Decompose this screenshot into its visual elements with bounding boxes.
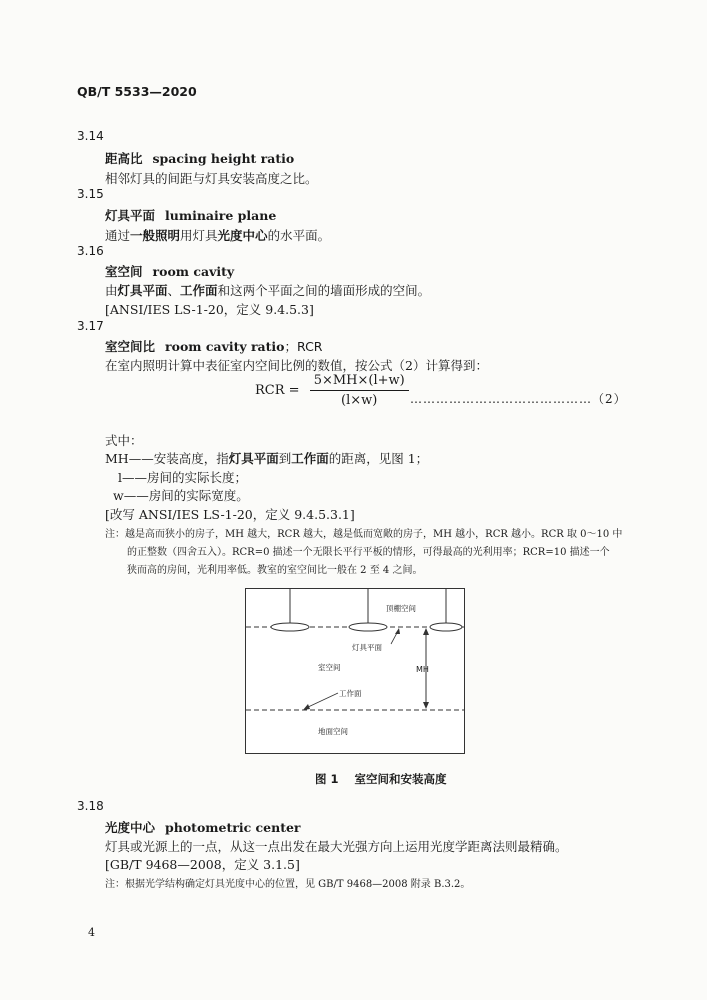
formula-fraction [310,373,409,408]
term-3-18 [105,818,301,836]
term-3-16 [105,262,234,280]
text-bold: 工作面 [180,283,218,298]
clause-number-3-17: 3.17 [77,319,104,333]
text-bold: 灯具平面 [228,451,279,466]
label-mh: MH [416,665,429,674]
text: 、 [167,283,181,298]
term-en: photometric center [165,820,301,835]
clause-number-3-15: 3.15 [77,187,104,201]
formula-number: ……………………………………（2） [410,392,627,406]
variable-w: w——房间的实际宽度。 [113,488,249,503]
term-zh: 距高比 [105,151,143,166]
text-bold: 工作面 [291,451,329,466]
term-en: spacing height ratio [152,151,295,166]
page-number: 4 [88,926,95,939]
term-3-15 [105,206,276,224]
label-luminaire-plane: 灯具平面 [352,643,382,652]
term-zh: 室空间 [105,264,143,279]
luminaire-icon [349,623,387,631]
term-3-14 [105,149,294,167]
text: 的水平面。 [267,228,331,243]
text-bold: 灯具平面 [117,283,168,298]
note-3-17-line-3: 狭而高的房间，光利用率低。教室的室空间比一般在 2 至 4 之间。 [127,565,423,576]
formula-denominator: (l×w) [341,393,378,408]
arrow-down-icon [423,702,429,709]
text-bold: 一般照明 [130,228,181,243]
leader-line [306,693,338,708]
text: 用灯具 [180,228,218,243]
luminaire-icon [271,623,309,631]
variable-l: l——房间的实际长度； [118,470,247,485]
formula-lhs: RCR = [255,383,300,398]
standard-header: QB/T 5533—2020 [77,84,197,99]
text: 的距离，见图 1； [328,451,429,466]
term-zh: 室空间比 [105,339,156,354]
text: 通过 [105,228,131,243]
text: 到 [278,451,292,466]
term-zh: 灯具平面 [105,208,156,223]
text: 由 [105,283,118,298]
clause-number-3-18: 3.18 [77,799,104,813]
clause-number-3-16: 3.16 [77,244,104,258]
term-en: room cavity [152,264,235,279]
definition-3-16 [105,281,430,299]
term-en: luminaire plane [165,208,277,223]
luminaire-icon [430,623,462,631]
definition-3-17: 在室内照明计算中表征室内空间比例的数值，按公式（2）计算得到： [105,358,488,373]
arrow-icon [395,628,400,634]
text: MH——安装高度，指 [105,451,229,466]
reference-3-17: [改写 ANSI/IES LS-1-20，定义 9.4.5.3.1] [105,507,355,522]
formula-numerator: 5×MH×(l+w) [310,373,409,391]
term-en: room cavity ratio [165,339,285,354]
figure-drawing [246,589,464,753]
text-bold: 光度中心 [217,228,268,243]
label-room-cavity: 室空间 [318,663,341,672]
term-abbrev: ；RCR [284,339,323,354]
term-zh: 光度中心 [105,820,156,835]
arrow-up-icon [423,628,429,635]
reference-3-16: [ANSI/IES LS-1-20，定义 9.4.5.3] [105,302,314,317]
variable-mh [105,449,428,467]
definition-3-15 [105,226,330,244]
label-work-plane: 工作面 [339,689,362,698]
label-ceiling-cavity: 顶棚空间 [386,604,416,613]
clause-number-3-14: 3.14 [77,129,104,143]
note-3-18: 注：根据光学结构确定灯具光度中心的位置，见 GB/T 9468—2008 附录 B.3.2。 [105,879,471,890]
reference-3-18: [GB/T 9468—2008，定义 3.1.5] [105,857,300,872]
where-label: 式中： [105,433,143,448]
formula-2 [255,373,409,408]
arrow-icon [303,704,310,710]
text: 和这两个平面之间的墙面形成的空间。 [217,283,431,298]
note-3-17-line-1: 注：越是高而狭小的房子，MH 越大，RCR 越大，越是低而宽敞的房子，MH 越小，RCR 越小。RCR 取 0～10 中 [105,529,623,540]
definition-3-18: 灯具或光源上的一点，从这一点出发在最大光强方向上运用光度学距离法则最精确。 [105,839,568,854]
figure-caption: 图 1 室空间和安装高度 [315,772,447,786]
term-3-17 [105,337,323,355]
definition-3-14: 相邻灯具的间距与灯具安装高度之比。 [105,171,318,186]
label-floor-cavity: 地面空间 [318,727,348,736]
figure-room-cavity [245,588,465,754]
note-3-17-line-2: 的正整数（四舍五入）。RCR=0 描述一个无限长平行平板的情形，可得最高的光利用率；RCR=10 描述一个 [127,547,610,558]
